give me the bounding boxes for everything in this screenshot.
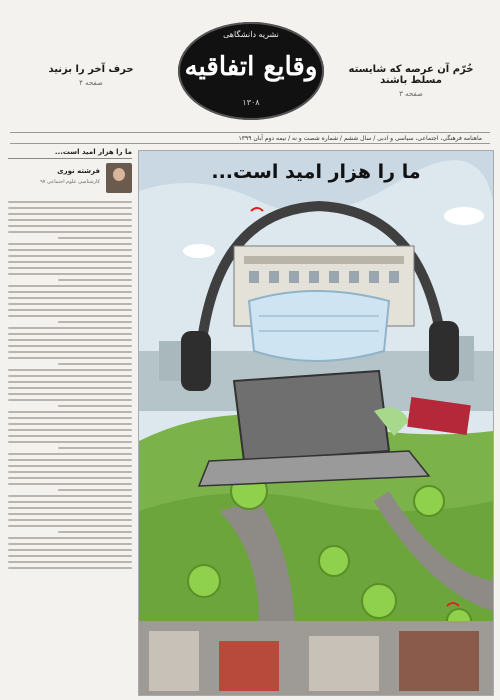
- text-line: [8, 225, 132, 227]
- text-line: [8, 435, 132, 437]
- logo-number: ۱۳۰۸: [242, 98, 260, 107]
- article-column: [8, 148, 132, 693]
- text-line: [8, 513, 132, 515]
- text-line: [8, 201, 132, 203]
- author-name: فرشته نوری: [57, 167, 100, 175]
- text-line: [8, 465, 132, 467]
- text-line: [8, 459, 132, 461]
- text-line: [58, 405, 132, 407]
- text-line: [8, 453, 132, 455]
- text-line: [8, 255, 132, 257]
- text-line: [8, 519, 132, 521]
- text-line: [8, 303, 132, 305]
- text-line: [8, 345, 132, 347]
- text-line: [8, 273, 132, 275]
- text-line: [8, 231, 132, 233]
- teaser-left[interactable]: [26, 64, 156, 87]
- text-line: [8, 243, 132, 245]
- text-line: [8, 213, 132, 215]
- text-line: [58, 363, 132, 365]
- text-line: [8, 369, 132, 371]
- text-line: [8, 567, 132, 569]
- text-line: [8, 387, 132, 389]
- teaser-right-title: خُرّم آن عرصه که شایسته مسلط باشند: [348, 64, 474, 86]
- text-line: [8, 549, 132, 551]
- text-line: [58, 489, 132, 491]
- text-line: [8, 249, 132, 251]
- masthead: [0, 0, 500, 135]
- text-line: [58, 237, 132, 239]
- article-body: [8, 201, 132, 569]
- text-line: [8, 543, 132, 545]
- text-line: [8, 261, 132, 263]
- newspaper-logo: [178, 22, 324, 120]
- text-line: [8, 561, 132, 563]
- text-line: [8, 483, 132, 485]
- author-block: [8, 163, 132, 197]
- teaser-right-page: صفحه ۳: [399, 90, 423, 98]
- text-line: [8, 351, 132, 353]
- text-line: [8, 423, 132, 425]
- text-line: [58, 447, 132, 449]
- logo-title: وقایع اتفاقیه: [184, 52, 318, 82]
- teaser-left-title: حرف آخر را بزنید: [48, 64, 134, 75]
- text-line: [58, 279, 132, 281]
- text-line: [8, 417, 132, 419]
- author-role: کارشناسی علوم اجتماعی ۹۷: [40, 179, 100, 185]
- cover-illustration: [138, 150, 494, 696]
- text-line: [58, 321, 132, 323]
- text-line: [8, 525, 132, 527]
- text-line: [8, 309, 132, 311]
- text-line: [8, 429, 132, 431]
- text-line: [8, 381, 132, 383]
- text-line: [8, 393, 132, 395]
- text-line: [8, 441, 132, 443]
- text-line: [8, 285, 132, 287]
- text-line: [8, 555, 132, 557]
- illustration-headline: ما را هزار امید است...: [211, 161, 421, 183]
- text-line: [8, 399, 132, 401]
- issue-info-bar: ماهنامه فرهنگی، اجتماعی، سیاسی و ادبی / سال ششم / شماره شصت و نه / نیمه دوم آبان ۱۳۹۹: [10, 132, 490, 144]
- text-line: [8, 375, 132, 377]
- text-line: [8, 339, 132, 341]
- column-heading: ما را هزار امید است...: [8, 148, 132, 159]
- author-photo: [106, 163, 132, 193]
- text-line: [8, 507, 132, 509]
- text-line: [58, 531, 132, 533]
- text-line: [8, 207, 132, 209]
- logo-subtitle: نشریه دانشگاهی: [223, 30, 279, 39]
- text-line: [8, 537, 132, 539]
- text-line: [8, 501, 132, 503]
- text-line: [8, 297, 132, 299]
- text-line: [8, 327, 132, 329]
- text-line: [8, 267, 132, 269]
- text-line: [8, 219, 132, 221]
- text-line: [8, 477, 132, 479]
- text-line: [8, 357, 132, 359]
- text-line: [8, 333, 132, 335]
- text-line: [8, 411, 132, 413]
- teaser-left-page: صفحه ۴: [79, 79, 103, 87]
- text-line: [8, 315, 132, 317]
- text-line: [8, 471, 132, 473]
- text-line: [8, 291, 132, 293]
- text-line: [8, 495, 132, 497]
- illustration-art: [139, 151, 493, 695]
- teaser-right[interactable]: [336, 64, 486, 98]
